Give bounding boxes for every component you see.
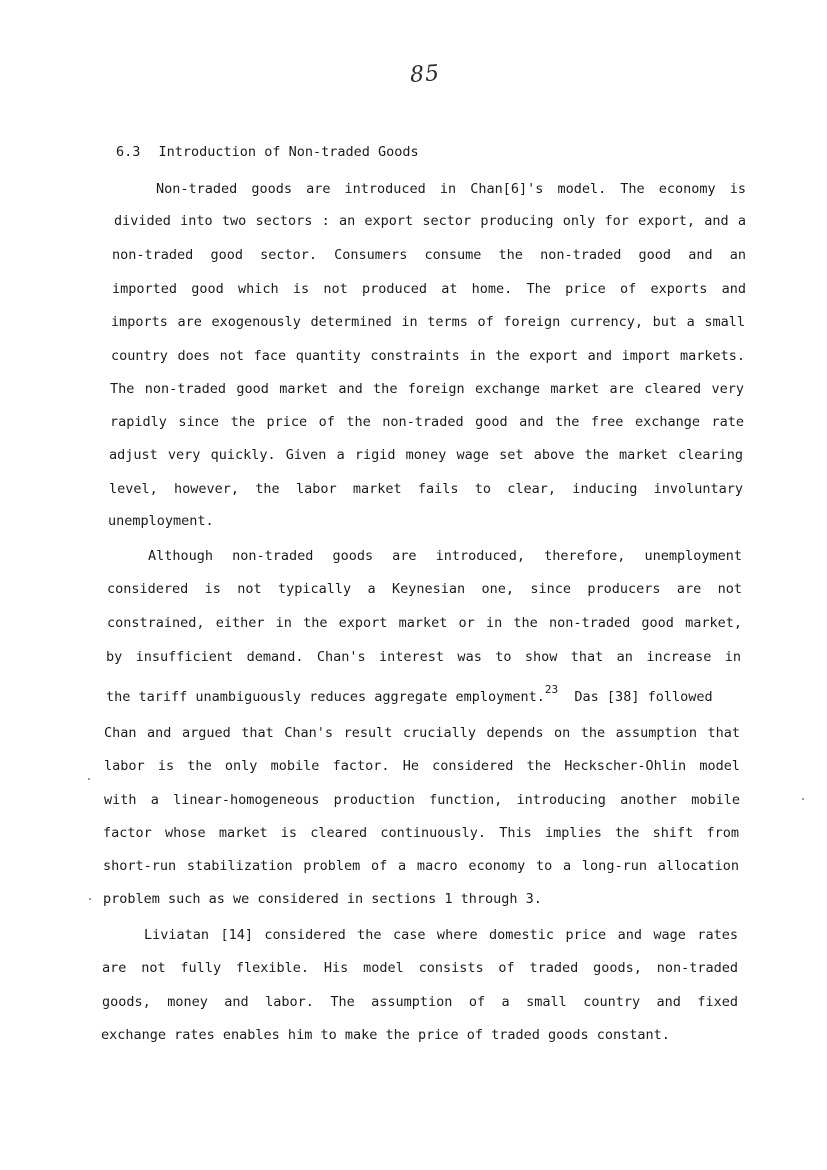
footnote-ref: 23 xyxy=(544,683,559,696)
text-line: are not fully flexible. His model consists of traded goods, non-traded xyxy=(102,960,738,976)
text-line: imported good which is not produced at home. The price of exports and xyxy=(112,281,746,297)
text-line: exchange rates enables him to make the price of traded goods constant. xyxy=(101,1027,670,1043)
text-line: level, however, the labor market fails to clear, inducing involuntary xyxy=(109,481,743,497)
text-line: constrained, either in the export market or in the non-traded good market, xyxy=(107,615,742,631)
text-line: by insufficient demand. Chan's interest was to show that an increase in xyxy=(106,649,741,665)
page-number: 85 xyxy=(409,60,441,89)
text-line: goods, money and labor. The assumption of a small country and fixed xyxy=(102,994,738,1010)
text-line: country does not face quantity constraints in the export and import markets. xyxy=(111,348,745,364)
text-line: rapidly since the price of the non-traded good and the free exchange rate xyxy=(110,414,744,430)
text-line: Non-traded goods are introduced in Chan[6]'s model. The economy is xyxy=(156,181,746,197)
text-line: adjust very quickly. Given a rigid money wage set above the market clearing xyxy=(109,447,743,463)
text-line: considered is not typically a Keynesian one, since producers are not xyxy=(107,581,742,597)
scan-speck xyxy=(802,798,804,800)
text-line: unemployment. xyxy=(108,513,214,529)
text-segment: Das [38] followed xyxy=(574,689,713,705)
text-line: factor whose market is cleared continuously. This implies the shift from xyxy=(103,825,739,841)
text-line-with-footnote xyxy=(106,683,746,706)
scan-speck xyxy=(89,898,91,900)
text-line: Liviatan [14] considered the case where domestic price and wage rates xyxy=(144,927,738,943)
text-line: short-run stabilization problem of a macro economy to a long-run allocation xyxy=(103,858,739,874)
section-heading xyxy=(116,144,419,160)
section-title: Introduction of Non-traded Goods xyxy=(158,144,419,160)
scan-speck xyxy=(88,778,90,780)
text-line: divided into two sectors : an export sector producing only for export, and a xyxy=(114,213,746,229)
text-line: non-traded good sector. Consumers consume the non-traded good and an xyxy=(112,247,746,263)
text-segment: the tariff unambiguously reduces aggregate employment. xyxy=(106,689,545,705)
text-line: problem such as we considered in sections 1 through 3. xyxy=(103,891,542,907)
text-line: The non-traded good market and the foreign exchange market are cleared very xyxy=(110,381,744,397)
text-line: with a linear-homogeneous production function, introducing another mobile xyxy=(104,792,740,808)
text-line: labor is the only mobile factor. He considered the Heckscher-Ohlin model xyxy=(104,758,740,774)
text-line: imports are exogenously determined in terms of foreign currency, but a small xyxy=(111,314,745,330)
section-number: 6.3 xyxy=(116,144,141,160)
text-line: Chan and argued that Chan's result crucially depends on the assumption that xyxy=(104,725,740,741)
text-line: Although non-traded goods are introduced, therefore, unemployment xyxy=(148,548,742,564)
